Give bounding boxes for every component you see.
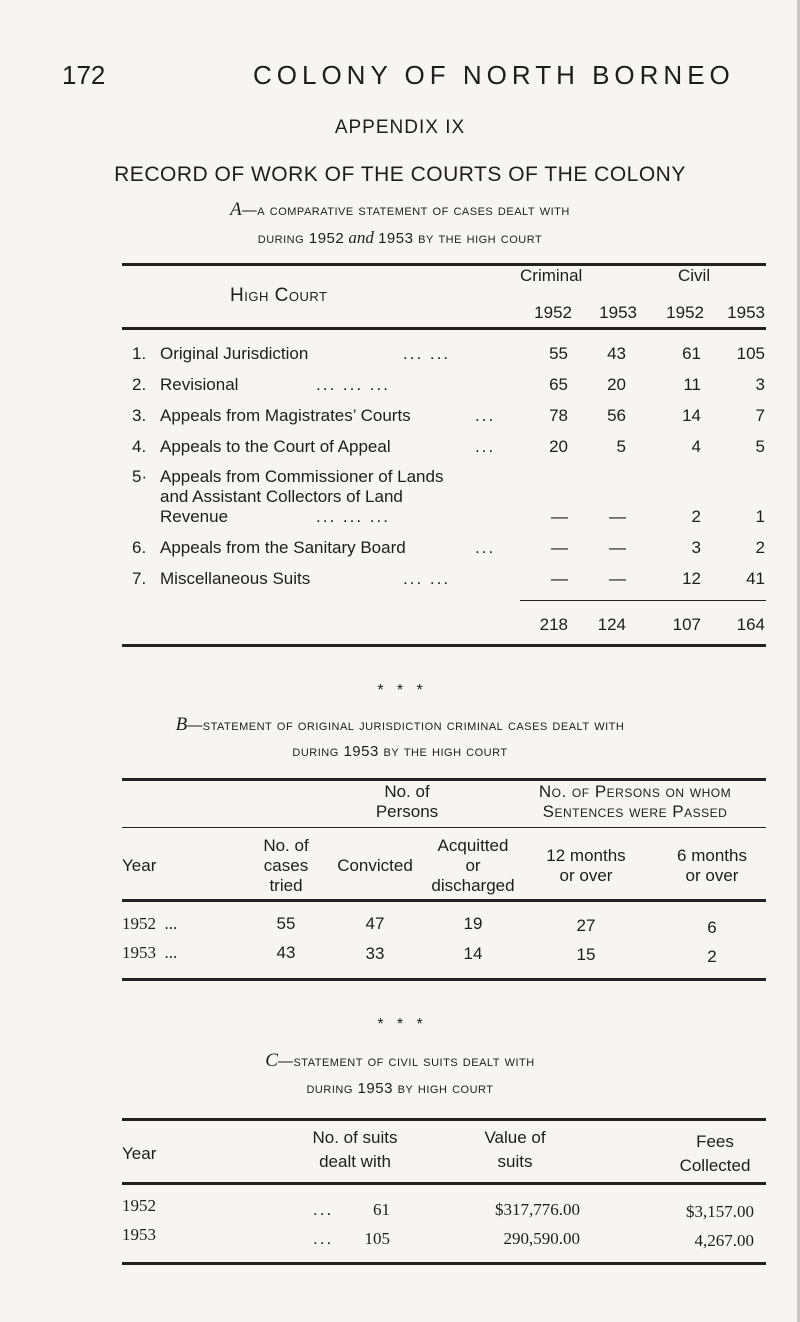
col-year-header: Year <box>122 856 157 875</box>
criminal-1953: — <box>609 538 626 557</box>
civil-1953: 7 <box>755 406 765 425</box>
year-header: 1952 <box>666 303 704 322</box>
row-label-line: Appeals from Commissioner of Lands <box>160 467 444 486</box>
section-a-subtitle <box>0 228 800 248</box>
row-number: 5· <box>132 467 148 486</box>
civil-1952: 12 <box>682 569 701 588</box>
col-suits-line: No. of suits <box>312 1128 398 1147</box>
total-civil-1952: 107 <box>672 615 701 634</box>
sentences-group-line1: No. of Persons on whom <box>538 782 732 801</box>
sentenced-12-months: 27 <box>576 916 596 935</box>
col-fees-line: Collected <box>679 1156 751 1175</box>
col-year-header: Year <box>122 1144 157 1163</box>
criminal-1953: — <box>609 507 626 526</box>
col-suits-line: dealt with <box>319 1152 391 1171</box>
col-cases-line: cases <box>263 856 309 875</box>
civil-1953: 5 <box>755 437 765 456</box>
col-value-line: suits <box>497 1152 533 1171</box>
row-label: Miscellaneous Suits <box>160 569 311 588</box>
civil-1952: 11 <box>683 375 701 394</box>
sentences-group-line2: Sentences were Passed <box>542 802 728 821</box>
row-year: 1953 ... <box>122 943 178 962</box>
col-fees-line: Fees <box>696 1132 734 1151</box>
row-number: 7. <box>132 569 147 588</box>
total-criminal-1953: 124 <box>597 615 626 634</box>
row-leader: ... <box>313 1200 334 1219</box>
row-label: Appeals from Magistrates’ Courts <box>160 406 411 425</box>
running-title: COLONY OF NORTH BORNEO <box>253 60 735 90</box>
criminal-1952: — <box>551 569 568 588</box>
col-suits-header <box>285 1126 425 1174</box>
row-leader: ... ... ... <box>316 375 390 394</box>
appendix-label: APPENDIX IX <box>334 117 466 138</box>
table-b-bottom-rule <box>122 978 766 981</box>
col-12-line: 12 months <box>546 846 626 865</box>
suits-value: $317,776.00 <box>495 1200 580 1219</box>
cases-tried: 43 <box>276 943 296 962</box>
col-acquitted-line: or <box>465 856 481 875</box>
civil-1953: 1 <box>755 507 765 526</box>
row-leader: ... ... <box>403 569 451 588</box>
sentenced-12-months: 15 <box>576 945 596 964</box>
criminal-1953: 20 <box>607 375 626 394</box>
sentenced-6-months: 2 <box>707 947 717 966</box>
row-leader: ... ... <box>403 344 451 363</box>
year-header: 1953 <box>727 303 765 322</box>
asterisk-divider: * * * <box>377 1016 423 1033</box>
row-label-line: Revenue <box>160 507 229 526</box>
suits-count: 105 <box>364 1229 390 1248</box>
civil-1952: 2 <box>691 507 701 526</box>
row-leader: ... <box>475 437 496 456</box>
col-value-line: Value of <box>484 1128 546 1147</box>
civil-1952: 61 <box>682 344 701 363</box>
total-civil-1953: 164 <box>736 615 765 634</box>
criminal-1952: — <box>551 507 568 526</box>
col-value-header <box>460 1126 570 1174</box>
section-b-subtitle: during 1953 by the high court <box>292 743 508 760</box>
table-c-top-rule <box>122 1118 766 1121</box>
row-number: 1. <box>132 344 147 363</box>
criminal-1952: 20 <box>549 437 568 456</box>
civil-1953: 105 <box>736 344 765 363</box>
table-c-bottom-rule <box>122 1262 766 1265</box>
totals-rule <box>520 600 766 601</box>
row-label: Revisional <box>160 375 239 394</box>
criminal-1953: — <box>609 569 626 588</box>
section-c-title <box>0 1050 800 1072</box>
civil-1953: 3 <box>755 375 765 394</box>
row-number: 4. <box>132 437 147 456</box>
section-b-title-line1: —statement of original jurisdiction criminal cases dealt with <box>187 717 625 734</box>
criminal-1952: 65 <box>549 375 568 394</box>
table-c-header-rule <box>122 1182 766 1185</box>
row-leader: ... <box>475 538 496 557</box>
sentenced-6-months: 6 <box>707 918 717 937</box>
row-leader: ... ... ... <box>316 507 390 526</box>
col-cases-line: tried <box>269 876 303 895</box>
criminal-header: Criminal <box>520 266 583 285</box>
col-acquitted-header <box>418 836 528 896</box>
table-a-top-rule <box>122 263 766 266</box>
section-c-subtitle: during 1953 by high court <box>306 1080 494 1097</box>
acquitted: 19 <box>463 914 483 933</box>
acquitted: 14 <box>463 944 483 963</box>
row-year: 1952 ... <box>122 914 178 933</box>
section-a-title <box>0 199 800 221</box>
col-12-months-header <box>530 846 642 886</box>
cases-tried: 55 <box>276 914 296 933</box>
table-b-group-rule <box>122 827 766 828</box>
row-label-line: and Assistant Collectors of Land <box>160 487 403 506</box>
table-b-header-rule <box>122 899 766 902</box>
suits-value: 290,590.00 <box>503 1229 580 1248</box>
asterisk-divider: * * * <box>377 682 423 699</box>
persons-group-line2: Persons <box>375 802 439 821</box>
row-number: 3. <box>132 406 147 425</box>
row-label: Appeals from the Sanitary Board <box>160 538 406 557</box>
row-year: 1952 <box>122 1196 156 1215</box>
col-acquitted-line: discharged <box>431 876 515 895</box>
row-number: 2. <box>132 375 147 394</box>
section-c-title-line1: —statement of civil suits dealt with <box>277 1053 535 1070</box>
year-header: 1953 <box>599 303 637 322</box>
row-leader: ... <box>475 406 496 425</box>
row-year: 1953 <box>122 1225 156 1244</box>
civil-1952: 3 <box>691 538 701 557</box>
section-a-subtitle-pre: during 1952 <box>257 230 345 247</box>
section-b-letter: B <box>175 714 188 735</box>
row-label: Appeals to the Court of Appeal <box>160 437 391 456</box>
criminal-1953: 5 <box>616 437 626 456</box>
col-12-line: or over <box>559 866 613 885</box>
convicted: 33 <box>365 944 385 963</box>
civil-1952: 4 <box>691 437 701 456</box>
fees-collected: $3,157.00 <box>686 1202 754 1221</box>
year-header: 1952 <box>534 303 572 322</box>
table-a-header-rule <box>122 327 766 330</box>
civil-1953: 2 <box>755 538 765 557</box>
col-cases-line: No. of <box>263 836 309 855</box>
table-a-bottom-rule <box>122 644 766 647</box>
col-convicted-header: Convicted <box>337 856 413 875</box>
criminal-1952: — <box>551 538 568 557</box>
section-a-subtitle-post: 1953 by the high court <box>378 230 543 247</box>
criminal-1953: 43 <box>607 344 626 363</box>
sentences-group-header <box>500 782 770 822</box>
civil-1952: 14 <box>682 406 701 425</box>
civil-1953: 41 <box>746 569 765 588</box>
page-number: 172 <box>62 60 106 90</box>
civil-header: Civil <box>678 266 711 285</box>
table-b-top-rule <box>122 778 766 781</box>
col-6-line: or over <box>685 866 739 885</box>
persons-group-header <box>352 782 462 822</box>
section-a-subtitle-and: and <box>348 228 374 247</box>
col-cases-header <box>246 836 326 896</box>
persons-group-line1: No. of <box>384 782 430 801</box>
row-number: 6. <box>132 538 147 557</box>
col-acquitted-line: Acquitted <box>437 836 509 855</box>
fees-collected: 4,267.00 <box>694 1231 754 1250</box>
section-a-letter: A <box>230 199 242 220</box>
section-b-title <box>0 714 800 736</box>
high-court-header: High Court <box>230 285 328 306</box>
criminal-1952: 78 <box>549 406 568 425</box>
section-a-title-line1: —a comparative statement of cases dealt with <box>241 202 570 219</box>
criminal-1953: 56 <box>607 406 626 425</box>
main-title: RECORD OF WORK OF THE COURTS OF THE COLONY <box>114 163 686 186</box>
criminal-1952: 55 <box>549 344 568 363</box>
total-criminal-1952: 218 <box>539 615 568 634</box>
row-label: Original Jurisdiction <box>160 344 309 363</box>
col-fees-header <box>660 1130 770 1178</box>
row-leader: ... <box>313 1229 334 1248</box>
convicted: 47 <box>365 914 385 933</box>
section-c-letter: C <box>265 1050 278 1071</box>
col-6-line: 6 months <box>677 846 747 865</box>
col-6-months-header <box>656 846 768 886</box>
suits-count: 61 <box>373 1200 390 1219</box>
